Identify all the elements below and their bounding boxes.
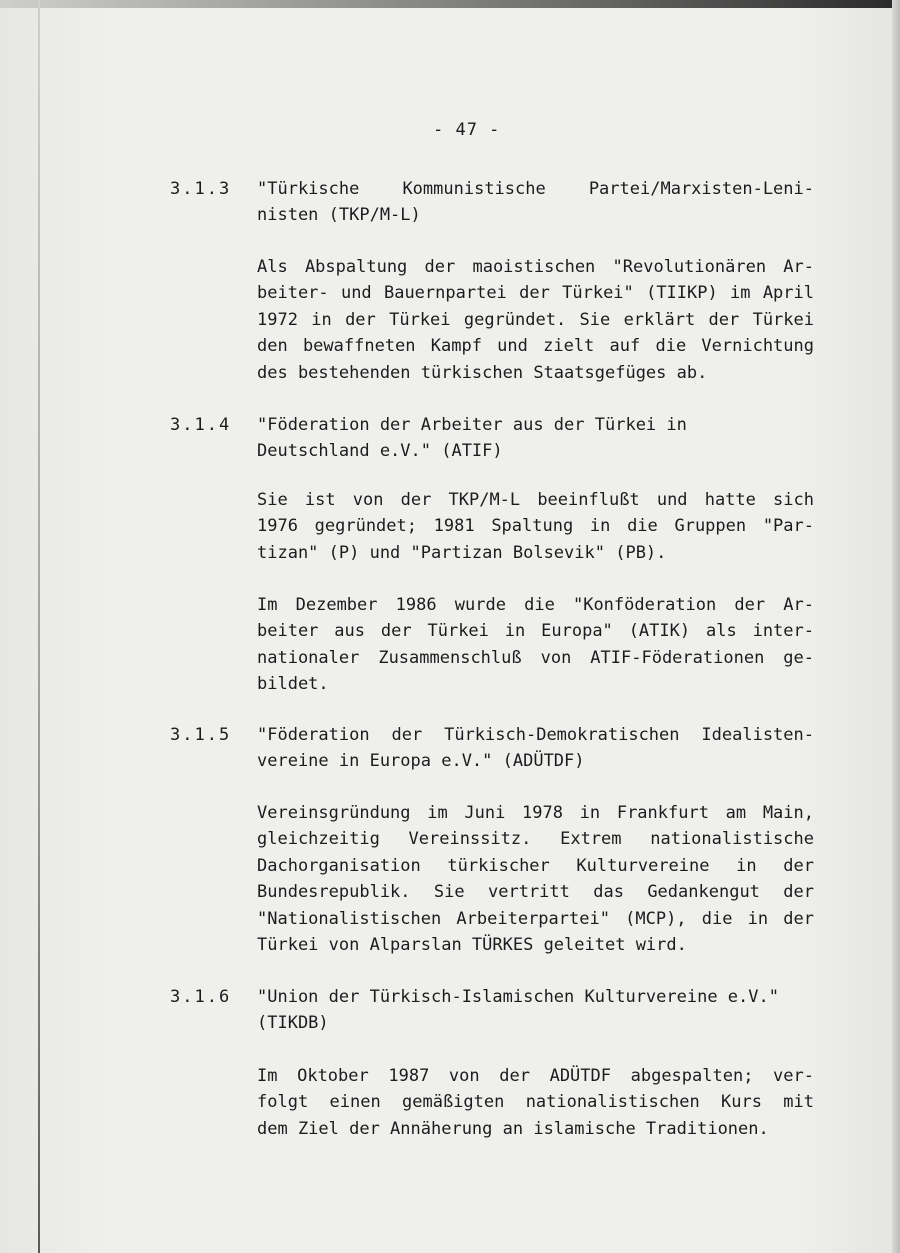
section-heading: "Union der Türkisch-Islamischen Kulturvereine e.V." (TIKDB)	[257, 987, 779, 1034]
paragraph: Als Abspaltung der maoistischen "Revolutionären Ar- beiter- und Bauernpartei der Türkei" (TIIKP) im April 1972 in der Türkei gegründet. Sie erklärt der Türkei den bewaffneten Kampf und zielt auf die Vernichtung des bestehenden türkischen Staatsgefüges ab.	[257, 257, 814, 383]
paragraph: Im Oktober 1987 von der ADÜTDF abgespalten; ver- folgt einen gemäßigten nationalistischen Kurs mit dem Ziel der Annäherung an islamische Traditionen.	[257, 1066, 814, 1139]
section-number: 3.1.5	[170, 725, 232, 745]
section-heading: "Türkische Kommunistische Partei/Marxisten-Leni- nisten (TKP/M-L)	[257, 179, 814, 226]
page-number: - 47 -	[433, 120, 501, 140]
section-heading: "Föderation der Türkisch-Demokratischen Idealisten- vereine in Europa e.V." (ADÜTDF)	[257, 725, 814, 772]
section-number: 3.1.4	[170, 415, 232, 435]
scan-top-edge	[0, 0, 900, 8]
paragraph: Im Dezember 1986 wurde die "Konföderation der Ar- beiter aus der Türkei in Europa" (ATIK) als inter- nationaler Zusammenschluß von ATIF-Föderationen ge- bildet.	[257, 595, 814, 695]
paragraph: Sie ist von der TKP/M-L beeinflußt und hatte sich 1976 gegründet; 1981 Spaltung in die Gruppen "Par- tizan" (P) und "Partizan Bolsevik" (PB).	[257, 490, 814, 563]
section-number: 3.1.6	[170, 987, 232, 1007]
scan-right-edge	[892, 0, 900, 1253]
section-heading: "Föderation der Arbeiter aus der Türkei in Deutschland e.V." (ATIF)	[257, 415, 687, 462]
paragraph: Vereinsgründung im Juni 1978 in Frankfurt am Main, gleichzeitig Vereinssitz. Extrem nationalistische Dachorganisation türkischer Kulturvereine in der Bundesrepublik. Sie vertritt das Gedankengut der "Nationalistischen Arbeiterpartei" (MCP), die in der Türkei von Alparslan TÜRKES geleitet wird.	[257, 803, 814, 955]
binding-line	[38, 0, 40, 1253]
section-number: 3.1.3	[170, 179, 232, 199]
